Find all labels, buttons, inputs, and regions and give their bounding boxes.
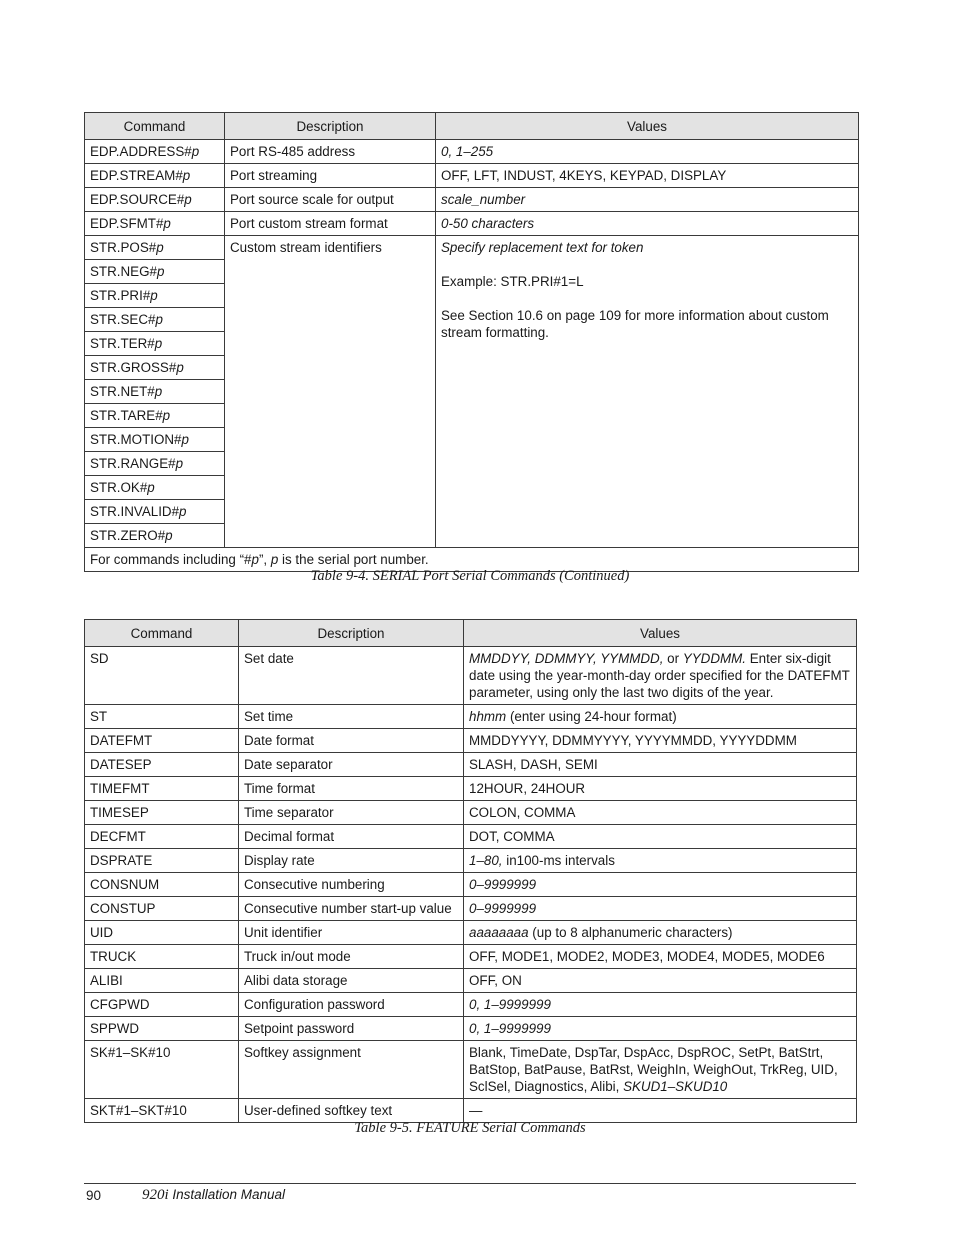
command-text: STR.INVALID# (90, 504, 180, 519)
port-param: p (155, 312, 163, 327)
description-text: Port custom stream format (230, 216, 388, 231)
description-cell (239, 705, 464, 729)
description-cell (239, 1017, 464, 1041)
command-text: EDP.SFMT# (90, 216, 164, 231)
manual-title-text: Installation Manual (168, 1187, 285, 1202)
values-cell (464, 1099, 857, 1123)
column-header-command: Command (85, 113, 225, 140)
description-text: Time format (244, 781, 315, 796)
values-cell (464, 849, 857, 873)
description-text: Configuration password (244, 997, 385, 1012)
description-text: Port source scale for output (230, 192, 394, 207)
note-text: ”, (258, 552, 271, 567)
values-text: OFF, MODE1, MODE2, MODE3, MODE4, MODE5, MODE6 (469, 949, 825, 964)
command-cell (85, 212, 225, 236)
port-param: p (150, 288, 158, 303)
description-cell (239, 1099, 464, 1123)
command-text: TRUCK (90, 949, 137, 964)
description-cell (225, 164, 436, 188)
command-text: EDP.SOURCE# (90, 192, 185, 207)
values-text: OFF, ON (469, 973, 522, 988)
description-cell (239, 801, 464, 825)
stream-values-example: Example: STR.PRI#1=L (441, 274, 584, 289)
command-cell (85, 825, 239, 849)
values-text: Enter six-digit date using the year-month-day order specified for the DATEFMT parameter, using only the last two digits of the year. (469, 651, 850, 700)
values-cell (464, 945, 857, 969)
port-param: p (182, 168, 191, 183)
port-param: p (191, 144, 200, 159)
values-text: COLON, COMMA (469, 805, 576, 820)
values-text: (enter using 24-hour format) (506, 709, 677, 724)
port-param: p (175, 456, 184, 471)
command-cell (85, 1041, 239, 1099)
values-text-italic: 0–9999999 (469, 901, 537, 916)
command-cell (85, 753, 239, 777)
description-text: Set time (244, 709, 294, 724)
table-row (85, 729, 857, 753)
command-cell (85, 188, 225, 212)
values-text: OFF, LFT, INDUST, 4KEYS, KEYPAD, DISPLAY (441, 168, 727, 183)
values-cell (436, 236, 859, 548)
table-row (85, 825, 857, 849)
command-cell (85, 140, 225, 164)
values-text: MMDDYYYY, DDMMYYYY, YYYYMMDD, YYYYDDMM (469, 733, 797, 748)
port-param: p (156, 240, 164, 255)
values-text: Blank, TimeDate, DspTar, DspAcc, DspROC, SetPt, BatStrt, BatStop, BatPause, BatRst, WeighIn, WeighOut, TrkReg, UID, SclSel, Diagnostics, Alibi, (469, 1045, 838, 1094)
command-text: CONSNUM (90, 877, 160, 892)
command-text: DATESEP (90, 757, 152, 772)
command-cell (85, 945, 239, 969)
command-text: SK#1–SK#10 (90, 1045, 171, 1060)
command-text: TIMEFMT (90, 781, 150, 796)
table-row (85, 777, 857, 801)
values-cell (436, 188, 859, 212)
command-text: STR.PRI# (90, 288, 151, 303)
command-text: ST (90, 709, 108, 724)
command-cell (85, 1099, 239, 1123)
port-param: p (181, 432, 189, 447)
command-text: SD (90, 651, 109, 666)
values-text: SLASH, DASH, SEMI (469, 757, 598, 772)
command-cell (85, 873, 239, 897)
command-text: SPPWD (90, 1021, 140, 1036)
values-cell (464, 753, 857, 777)
port-param: p (165, 528, 173, 543)
port-param: p (154, 384, 163, 399)
command-cell (85, 332, 225, 356)
command-text: DATEFMT (90, 733, 153, 748)
values-cell (436, 164, 859, 188)
command-cell (85, 921, 239, 945)
table-row (85, 897, 857, 921)
port-param: p (176, 360, 184, 375)
values-cell (464, 647, 857, 705)
table-row (85, 945, 857, 969)
values-text-italic: SKUD1–SKUD10 (623, 1079, 728, 1094)
values-text-italic: MMDDYY, DDMMYY, YYMMDD, (469, 651, 664, 666)
description-cell (239, 873, 464, 897)
table-row (85, 969, 857, 993)
table-row (85, 212, 859, 236)
table-row (85, 236, 859, 260)
values-text-italic: 0, 1–9999999 (469, 997, 551, 1012)
description-cell (239, 825, 464, 849)
description-cell (239, 729, 464, 753)
command-text: TIMESEP (90, 805, 149, 820)
table-row (85, 1099, 857, 1123)
values-text: or (663, 651, 683, 666)
note-param: p (251, 552, 259, 567)
values-cell (464, 873, 857, 897)
description-cell (239, 753, 464, 777)
command-text: STR.POS# (90, 240, 157, 255)
values-cell (464, 1041, 857, 1099)
command-cell (85, 777, 239, 801)
manual-model: 920i (142, 1187, 169, 1203)
values-text: 12HOUR, 24HOUR (469, 781, 586, 796)
command-text: STR.TARE# (90, 408, 163, 423)
values-cell (464, 1017, 857, 1041)
column-header-values: Values (436, 113, 859, 140)
command-cell (85, 849, 239, 873)
table-header-row (85, 113, 859, 140)
values-text: scale_number (441, 192, 526, 207)
command-cell (85, 897, 239, 921)
command-text: CONSTUP (90, 901, 156, 916)
port-param: p (156, 264, 165, 279)
description-text: Consecutive numbering (244, 877, 385, 892)
command-text: CFGPWD (90, 997, 150, 1012)
command-text: DSPRATE (90, 853, 153, 868)
description-cell (239, 921, 464, 945)
table-row (85, 873, 857, 897)
description-text: Alibi data storage (244, 973, 348, 988)
table-row (85, 647, 857, 705)
page-number: 90 (86, 1188, 102, 1203)
command-cell (85, 1017, 239, 1041)
values-cell (464, 801, 857, 825)
table-row (85, 188, 859, 212)
command-cell (85, 801, 239, 825)
description-cell (239, 1041, 464, 1099)
command-cell (85, 428, 225, 452)
values-cell (436, 212, 859, 236)
description-cell (225, 140, 436, 164)
values-text-italic: hhmm (469, 709, 507, 724)
description-text: Consecutive number start-up value (244, 901, 452, 916)
column-header-description: Description (239, 620, 464, 647)
feature-commands-table (84, 619, 857, 1123)
command-cell (85, 729, 239, 753)
command-cell (85, 284, 225, 308)
description-text: Port RS-485 address (230, 144, 356, 159)
command-cell (85, 500, 225, 524)
description-text: Setpoint password (244, 1021, 355, 1036)
description-cell (239, 945, 464, 969)
values-cell (464, 993, 857, 1017)
command-cell (85, 404, 225, 428)
description-text: Display rate (244, 853, 315, 868)
command-text: STR.TER# (90, 336, 155, 351)
table-row (85, 1017, 857, 1041)
command-text: STR.SEC# (90, 312, 156, 327)
values-text: (up to 8 alphanumeric characters) (528, 925, 733, 940)
description-cell (239, 849, 464, 873)
table-row (85, 1041, 857, 1099)
command-text: STR.RANGE# (90, 456, 176, 471)
description-cell (239, 969, 464, 993)
command-cell (85, 308, 225, 332)
description-cell (239, 777, 464, 801)
command-text: STR.OK# (90, 480, 148, 495)
values-cell (464, 825, 857, 849)
command-text: EDP.ADDRESS# (90, 144, 192, 159)
command-cell (85, 647, 239, 705)
table-row (85, 993, 857, 1017)
command-text: SKT#1–SKT#10 (90, 1103, 187, 1118)
command-cell (85, 380, 225, 404)
description-text: Set date (244, 651, 294, 666)
values-cell (436, 140, 859, 164)
command-text: EDP.STREAM# (90, 168, 183, 183)
values-cell (464, 897, 857, 921)
table-row (85, 753, 857, 777)
description-text: Date format (244, 733, 314, 748)
values-text: 0, 1–255 (441, 144, 494, 159)
values-text-italic: YYDDMM. (682, 651, 747, 666)
command-cell (85, 993, 239, 1017)
table-row (85, 921, 857, 945)
values-text-italic: 0, 1–9999999 (469, 1021, 551, 1036)
command-text: STR.ZERO# (90, 528, 166, 543)
table-row (85, 140, 859, 164)
command-text: UID (90, 925, 114, 940)
port-param: p (184, 192, 192, 207)
description-text: Unit identifier (244, 925, 323, 940)
table-row (85, 801, 857, 825)
command-cell (85, 476, 225, 500)
description-text: Truck in/out mode (244, 949, 351, 964)
table-caption-9-5: Table 9-5. FEATURE Serial Commands (354, 1120, 586, 1136)
table-caption-9-4: Table 9-4. SERIAL Port Serial Commands (Continued) (310, 568, 630, 584)
table-header-row (85, 620, 857, 647)
description-cell (239, 897, 464, 921)
values-text-italic: 1–80, (469, 853, 503, 868)
values-text: — (469, 1103, 483, 1118)
command-text: STR.GROSS# (90, 360, 177, 375)
values-cell (464, 777, 857, 801)
description-text: Decimal format (244, 829, 335, 844)
port-param: p (163, 216, 171, 231)
values-text-italic: aaaaaaaa (469, 925, 529, 940)
note-text: For commands including “# (90, 552, 252, 567)
command-cell (85, 260, 225, 284)
stream-values-reference: See Section 10.6 on page 109 for more information about custom stream formatting. (441, 308, 829, 340)
description-text: Custom stream identifiers (230, 240, 382, 255)
values-text: DOT, COMMA (469, 829, 555, 844)
command-cell (85, 356, 225, 380)
description-cell (239, 647, 464, 705)
table-row (85, 164, 859, 188)
column-header-description: Description (225, 113, 436, 140)
values-text-italic: 0–9999999 (469, 877, 537, 892)
command-cell (85, 452, 225, 476)
command-cell (85, 236, 225, 260)
description-cell (225, 212, 436, 236)
footer-divider (84, 1183, 856, 1184)
table-row (85, 849, 857, 873)
manual-title (142, 1187, 285, 1204)
note-param: p (270, 552, 279, 567)
description-text: User-defined softkey text (244, 1103, 393, 1118)
command-text: STR.NEG# (90, 264, 157, 279)
description-cell (225, 236, 436, 548)
port-param: p (147, 480, 155, 495)
command-text: ALIBI (90, 973, 123, 988)
values-text: 0-50 characters (441, 216, 535, 231)
command-cell (85, 524, 225, 548)
description-text: Softkey assignment (244, 1045, 361, 1060)
port-param: p (162, 408, 171, 423)
description-cell (239, 993, 464, 1017)
values-cell (464, 705, 857, 729)
command-cell (85, 705, 239, 729)
values-cell (464, 729, 857, 753)
command-cell (85, 969, 239, 993)
command-cell (85, 164, 225, 188)
command-text: STR.MOTION# (90, 432, 182, 447)
note-text: is the serial port number. (278, 552, 429, 567)
command-text: DECFMT (90, 829, 146, 844)
values-cell (464, 921, 857, 945)
serial-port-commands-table (84, 112, 859, 572)
column-header-values: Values (464, 620, 857, 647)
port-param: p (179, 504, 187, 519)
description-text: Date separator (244, 757, 333, 772)
description-text: Time separator (244, 805, 334, 820)
description-text: Port streaming (230, 168, 318, 183)
description-cell (225, 188, 436, 212)
stream-values-intro: Specify replacement text for token (441, 240, 644, 255)
column-header-command: Command (85, 620, 239, 647)
values-text: in100-ms intervals (502, 853, 615, 868)
command-text: STR.NET# (90, 384, 155, 399)
table-row (85, 705, 857, 729)
port-param: p (154, 336, 163, 351)
values-cell (464, 969, 857, 993)
